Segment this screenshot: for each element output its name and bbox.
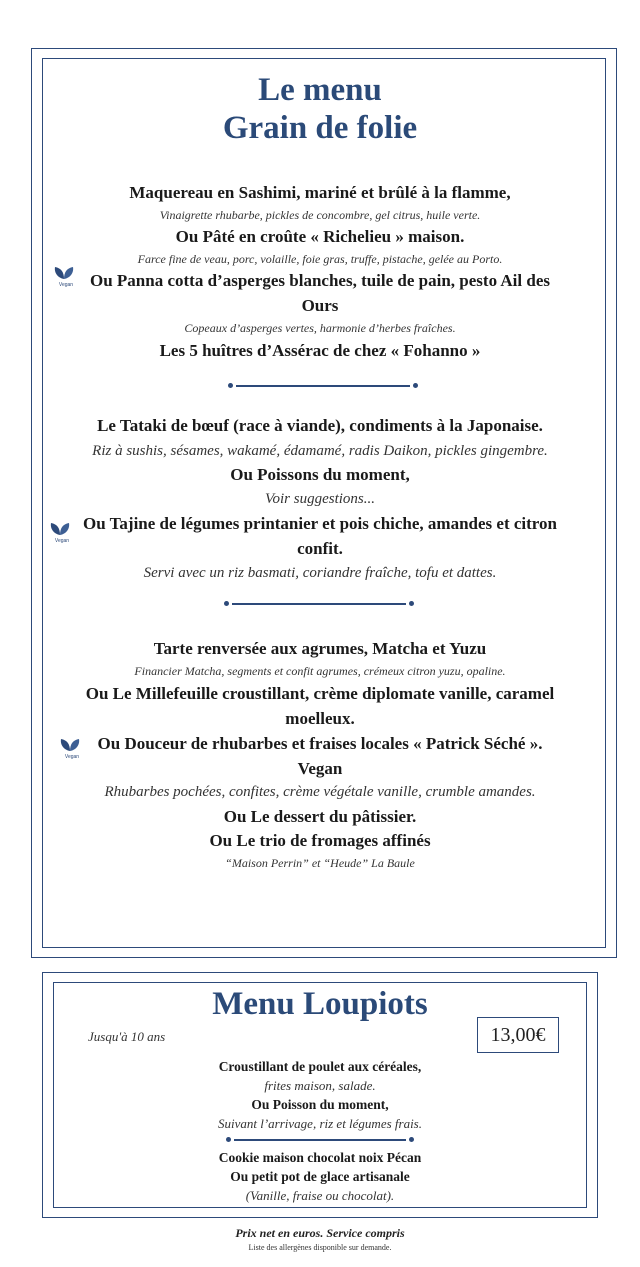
vegan-label: Vegan — [58, 282, 74, 288]
divider-bar — [234, 1139, 406, 1141]
dessert-3-title: Ou Douceur de rhubarbes et fraises locales « Patrick Séché ». — [97, 734, 543, 753]
section-divider-2 — [224, 599, 414, 609]
divider-dot-left — [228, 383, 233, 388]
main-3-title: Ou Tajine de légumes printanier et pois chiche, amandes et citron — [83, 514, 557, 533]
kids-dessert-1: Cookie maison chocolat noix Pécan — [218, 1150, 422, 1165]
allergen-note: Liste des allergènes disponible sur demande. — [248, 1243, 392, 1252]
divider-dot-left — [226, 1137, 231, 1142]
main-1-desc: Riz à sushis, sésames, wakamé, édamamé, radis Daikon, pickles gingembre. — [92, 443, 548, 459]
divider-dot-right — [413, 383, 418, 388]
main-1-title: Le Tataki de bœuf (race à viande), condiments à la Japonaise. — [97, 416, 543, 435]
starter-4-title: Les 5 huîtres d’Assérac de chez « Fohanno » — [159, 341, 481, 360]
main-2-desc: Voir suggestions... — [264, 491, 375, 507]
starter-1-desc: Vinaigrette rhubarbe, pickles de concombre, gel citrus, huile verte. — [159, 208, 481, 222]
kids-item-1-desc: frites maison, salade. — [264, 1078, 376, 1093]
dessert-3-vegan: Vegan — [297, 759, 343, 778]
starter-3-title: Ou Panna cotta d’asperges blanches, tuile de pain, pesto Ail des — [90, 271, 550, 290]
dessert-2-title-cont: moelleux. — [285, 709, 355, 728]
starter-1-title: Maquereau en Sashimi, mariné et brûlé à la flamme, — [129, 183, 511, 202]
kids-menu-title: Menu Loupiots — [212, 986, 428, 1022]
starter-3-desc: Copeaux d’asperges vertes, harmonie d’herbes fraîches. — [184, 321, 456, 335]
kids-dessert-desc: (Vanille, fraise ou chocolat). — [245, 1188, 395, 1203]
section-divider-1 — [228, 381, 418, 391]
divider-dot-right — [409, 601, 414, 606]
main-3-desc: Servi avec un riz basmati, coriandre fraîche, tofu et dattes. — [143, 565, 497, 581]
kids-age-limit: Jusqu'à 10 ans — [88, 1029, 166, 1044]
price-note: Prix net en euros. Service compris — [235, 1226, 405, 1240]
vegan-label: Vegan — [54, 538, 70, 544]
dessert-3-desc: Rhubarbes pochées, confites, crème végétale vanille, crumble amandes. — [104, 784, 536, 800]
divider-dot-right — [409, 1137, 414, 1142]
divider-bar — [232, 603, 406, 605]
main-2-title: Ou Poissons du moment, — [230, 465, 410, 484]
menu-title-line1: Le menu — [258, 72, 382, 108]
kids-dessert-2: Ou petit pot de glace artisanale — [230, 1169, 410, 1184]
kids-menu-price: 13,00€ — [477, 1017, 559, 1053]
dessert-1-desc: Financier Matcha, segments et confit agrumes, crémeux citron yuzu, opaline. — [134, 664, 506, 678]
starter-2-title: Ou Pâté en croûte « Richelieu » maison. — [175, 227, 465, 246]
kids-divider — [226, 1135, 414, 1145]
main-3-title-cont: confit. — [297, 539, 343, 558]
dessert-5-desc: “Maison Perrin” et “Heude” La Baule — [225, 856, 415, 870]
kids-item-2-desc: Suivant l’arrivage, riz et légumes frais. — [217, 1116, 422, 1131]
dessert-5-title: Ou Le trio de fromages affinés — [209, 831, 431, 850]
starter-3-title-cont: Ours — [301, 296, 339, 315]
kids-item-1-title: Croustillant de poulet aux céréales, — [218, 1059, 422, 1074]
starter-2-desc: Farce fine de veau, porc, volaille, foie gras, truffe, pistache, gelée au Porto. — [137, 252, 503, 266]
menu-title-line2: Grain de folie — [222, 110, 418, 146]
vegan-label: Vegan — [64, 754, 80, 760]
divider-bar — [236, 385, 410, 387]
dessert-2-title: Ou Le Millefeuille croustillant, crème diplomate vanille, caramel — [85, 684, 555, 703]
dessert-1-title: Tarte renversée aux agrumes, Matcha et Yuzu — [153, 639, 487, 658]
dessert-4-title: Ou Le dessert du pâtissier. — [223, 807, 417, 826]
kids-item-2-title: Ou Poisson du moment, — [251, 1097, 389, 1112]
divider-dot-left — [224, 601, 229, 606]
